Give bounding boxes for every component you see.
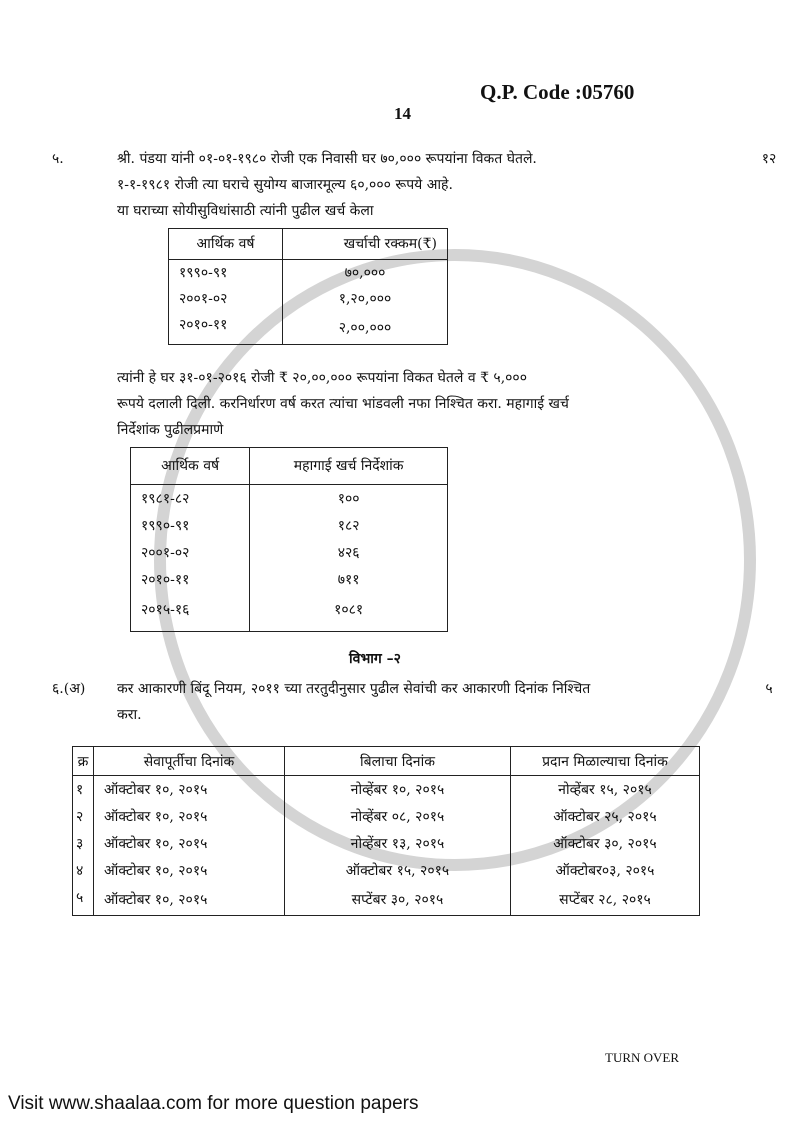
table-row: [73, 776, 700, 804]
payment-date-cell: ऑक्टोबर २५, २०१५: [511, 803, 700, 830]
index-cell: १००: [250, 485, 448, 513]
q6-line2: करा.: [117, 707, 142, 723]
header-cell: प्रदान मिळाल्याचा दिनांक: [511, 747, 700, 776]
serial-cell: १: [73, 776, 94, 804]
year-cell: २००१-०२: [131, 539, 250, 566]
year-cell: २००१-०२: [169, 286, 283, 312]
header-cell: खर्चाची रक्कम(₹): [283, 229, 448, 260]
header-cell: सेवापूर्तीचा दिनांक: [94, 747, 285, 776]
q6-line1: कर आकारणी बिंदू नियम, २०११ च्या तरतुदीनुसार पुढील सेवांची कर आकारणी दिनांक निश्चित: [117, 681, 591, 697]
index-cell: ४२६: [250, 539, 448, 566]
year-cell: २०१०-११: [131, 566, 250, 593]
q5-para2: रूपये दलाली दिली. करनिर्धारण वर्ष करत त्यांचा भांडवली नफा निश्चित करा. महागाई खर्च: [117, 396, 569, 412]
page-number: 14: [394, 104, 411, 123]
payment-date-cell: ऑक्टोबर ३०, २०१५: [511, 830, 700, 857]
table-row: [169, 312, 448, 345]
table-row: [131, 566, 448, 593]
table-row: [131, 485, 448, 513]
q5-body: [110, 146, 738, 646]
header-cell: आर्थिक वर्ष: [169, 229, 283, 260]
completion-date-cell: ऑक्टोबर १०, २०१५: [94, 803, 285, 830]
amount-cell: १,२०,०००: [283, 286, 448, 312]
serial-cell: ५: [73, 884, 94, 916]
table-row: [169, 260, 448, 287]
q5-number: ५.: [52, 151, 64, 167]
turn-over-note: TURN OVER: [605, 1050, 680, 1065]
index-cell: १८२: [250, 512, 448, 539]
table-row: [169, 286, 448, 312]
q5-line1: श्री. पंडया यांनी ०१-०१-१९८० रोजी एक निवासी घर ७०,००० रूपयांना विकत घेतले.: [117, 151, 537, 167]
q6-body: [110, 676, 738, 728]
year-cell: १९९०-९१: [131, 512, 250, 539]
table-row: [131, 593, 448, 632]
tax-point-table: [72, 746, 700, 916]
q5-para3: निर्देशांक पुढीलप्रमाणे: [117, 422, 224, 438]
index-cell: १०८१: [250, 593, 448, 632]
table-row: [131, 512, 448, 539]
table-row: [73, 803, 700, 830]
table-row: [73, 857, 700, 884]
index-cell: ७११: [250, 566, 448, 593]
amount-cell: ७०,०००: [283, 260, 448, 287]
q5-para1: त्यांनी हे घर ३१-०१-२०१६ रोजी ₹ २०,००,००० रूपयांना विकत घेतले व ₹ ५,०००: [117, 370, 527, 386]
q5-line2: १-१-१९८१ रोजी त्या घराचे सुयोग्य बाजारमूल्य ६०,००० रूपये आहे.: [117, 177, 453, 193]
amount-cell: २,००,०००: [283, 312, 448, 345]
table-row: [73, 884, 700, 916]
completion-date-cell: ऑक्टोबर १०, २०१५: [94, 857, 285, 884]
q6-marks: ५: [765, 681, 773, 697]
year-cell: १९९०-९१: [169, 260, 283, 287]
table-row: [73, 830, 700, 857]
completion-date-cell: ऑक्टोबर १०, २०१५: [94, 776, 285, 804]
table-row: [131, 539, 448, 566]
question-5: [0, 146, 800, 646]
section-heading: विभाग –२: [349, 651, 401, 667]
expense-table: [168, 228, 448, 345]
question-6a: [0, 676, 800, 728]
q6-number: ६.(अ): [52, 681, 86, 697]
q5-line3: या घराच्या सोयीसुविधांसाठी त्यांनी पुढील खर्च केला: [117, 203, 374, 219]
header-cell: क्र: [73, 747, 94, 776]
bill-date-cell: सप्टेंबर ३०, २०१५: [285, 884, 511, 916]
serial-cell: ४: [73, 857, 94, 884]
bill-date-cell: नोव्हेंबर १३, २०१५: [285, 830, 511, 857]
qp-code: Q.P. Code :05760: [480, 80, 635, 104]
footer-link[interactable]: Visit www.shaalaa.com for more question papers: [8, 1093, 419, 1114]
serial-cell: २: [73, 803, 94, 830]
completion-date-cell: ऑक्टोबर १०, २०१५: [94, 884, 285, 916]
bill-date-cell: ऑक्टोबर १५, २०१५: [285, 857, 511, 884]
payment-date-cell: ऑक्टोबर०३, २०१५: [511, 857, 700, 884]
year-cell: २०१५-१६: [131, 593, 250, 632]
year-cell: १९८१-८२: [131, 485, 250, 513]
header-cell: बिलाचा दिनांक: [285, 747, 511, 776]
serial-cell: ३: [73, 830, 94, 857]
q5-marks: १२: [761, 151, 777, 167]
inflation-index-table: [130, 447, 448, 632]
bill-date-cell: नोव्हेंबर १०, २०१५: [285, 776, 511, 804]
header-cell: महागाई खर्च निर्देशांक: [250, 448, 448, 485]
payment-date-cell: सप्टेंबर २८, २०१५: [511, 884, 700, 916]
header-cell: आर्थिक वर्ष: [131, 448, 250, 485]
page-content: [0, 146, 800, 916]
bill-date-cell: नोव्हेंबर ०८, २०१५: [285, 803, 511, 830]
completion-date-cell: ऑक्टोबर १०, २०१५: [94, 830, 285, 857]
payment-date-cell: नोव्हेंबर १५, २०१५: [511, 776, 700, 804]
year-cell: २०१०-११: [169, 312, 283, 345]
